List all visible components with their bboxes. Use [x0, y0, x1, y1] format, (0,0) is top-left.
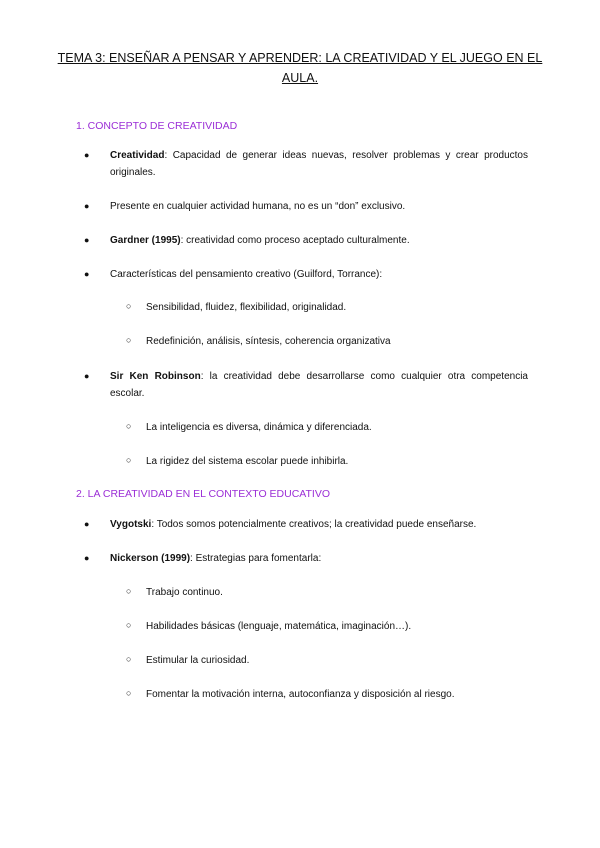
- item-text: Sensibilidad, fluidez, flexibilidad, originalidad.: [146, 302, 347, 313]
- bullet-icon: ●: [84, 201, 90, 211]
- list-item: [84, 516, 528, 533]
- section-heading-concept: 1. CONCEPTO DE CREATIVIDAD: [76, 120, 238, 132]
- sub-list-item: [126, 333, 526, 350]
- circle-bullet-icon: ○: [126, 455, 132, 465]
- list-item: [84, 198, 528, 215]
- sub-list-item: [126, 419, 526, 436]
- item-text: La rigidez del sistema escolar puede inhibirla.: [146, 456, 349, 467]
- circle-bullet-icon: ○: [126, 654, 132, 664]
- page-title: TEMA 3: ENSEÑAR A PENSAR Y APRENDER: LA CREATIVIDAD Y EL JUEGO EN EL AULA.: [57, 51, 543, 85]
- item-text: Fomentar la motivación interna, autoconfianza y disposición al riesgo.: [146, 689, 455, 700]
- list-item: [84, 232, 528, 249]
- bullet-icon: ●: [84, 371, 90, 381]
- item-text: Habilidades básicas (lenguaje, matemática, imaginación…).: [146, 621, 412, 632]
- circle-bullet-icon: ○: [126, 688, 132, 698]
- bullet-icon: ●: [84, 235, 90, 245]
- list-item: [84, 266, 528, 283]
- item-text: Estimular la curiosidad.: [146, 655, 250, 666]
- list-item: [84, 550, 528, 567]
- bullet-icon: ●: [84, 269, 90, 279]
- term-label: Gardner (1995): [110, 235, 181, 246]
- circle-bullet-icon: ○: [126, 586, 132, 596]
- sub-list-item: [126, 686, 526, 703]
- circle-bullet-icon: ○: [126, 421, 132, 431]
- item-text: : Todos somos potencialmente creativos; la creatividad puede enseñarse.: [151, 519, 477, 530]
- item-text: Trabajo continuo.: [146, 587, 223, 598]
- item-text: : la creatividad debe desarrollarse como cualquier otra competencia escolar.: [110, 371, 528, 399]
- item-text: : Capacidad de generar ideas nuevas, resolver problemas y crear productos originales.: [110, 150, 528, 178]
- term-label: Creatividad: [110, 150, 165, 161]
- list-item: [84, 147, 528, 181]
- bullet-icon: ●: [84, 519, 90, 529]
- circle-bullet-icon: ○: [126, 620, 132, 630]
- sub-list-item: [126, 652, 526, 669]
- bullet-icon: ●: [84, 553, 90, 563]
- item-text: Redefinición, análisis, síntesis, coherencia organizativa: [146, 336, 391, 347]
- list-item: [84, 368, 528, 402]
- item-text: : Estrategias para fomentarla:: [190, 553, 322, 564]
- item-text: : creatividad como proceso aceptado culturalmente.: [180, 235, 410, 246]
- sub-list-item: [126, 453, 526, 470]
- sub-list-item: [126, 618, 526, 635]
- item-text: Presente en cualquier actividad humana, no es un “don” exclusivo.: [110, 201, 406, 212]
- section-heading-educational-context: 2. LA CREATIVIDAD EN EL CONTEXTO EDUCATIVO: [76, 488, 330, 500]
- circle-bullet-icon: ○: [126, 301, 132, 311]
- term-label: Vygotski: [110, 519, 152, 530]
- circle-bullet-icon: ○: [126, 335, 132, 345]
- sub-list-item: [126, 299, 526, 316]
- item-text: La inteligencia es diversa, dinámica y diferenciada.: [146, 422, 372, 433]
- term-label: Nickerson (1999): [110, 553, 191, 564]
- term-label: Sir Ken Robinson: [110, 371, 201, 382]
- bullet-icon: ●: [84, 150, 90, 160]
- sub-list-item: [126, 584, 526, 601]
- item-text: Características del pensamiento creativo (Guilford, Torrance):: [110, 269, 383, 280]
